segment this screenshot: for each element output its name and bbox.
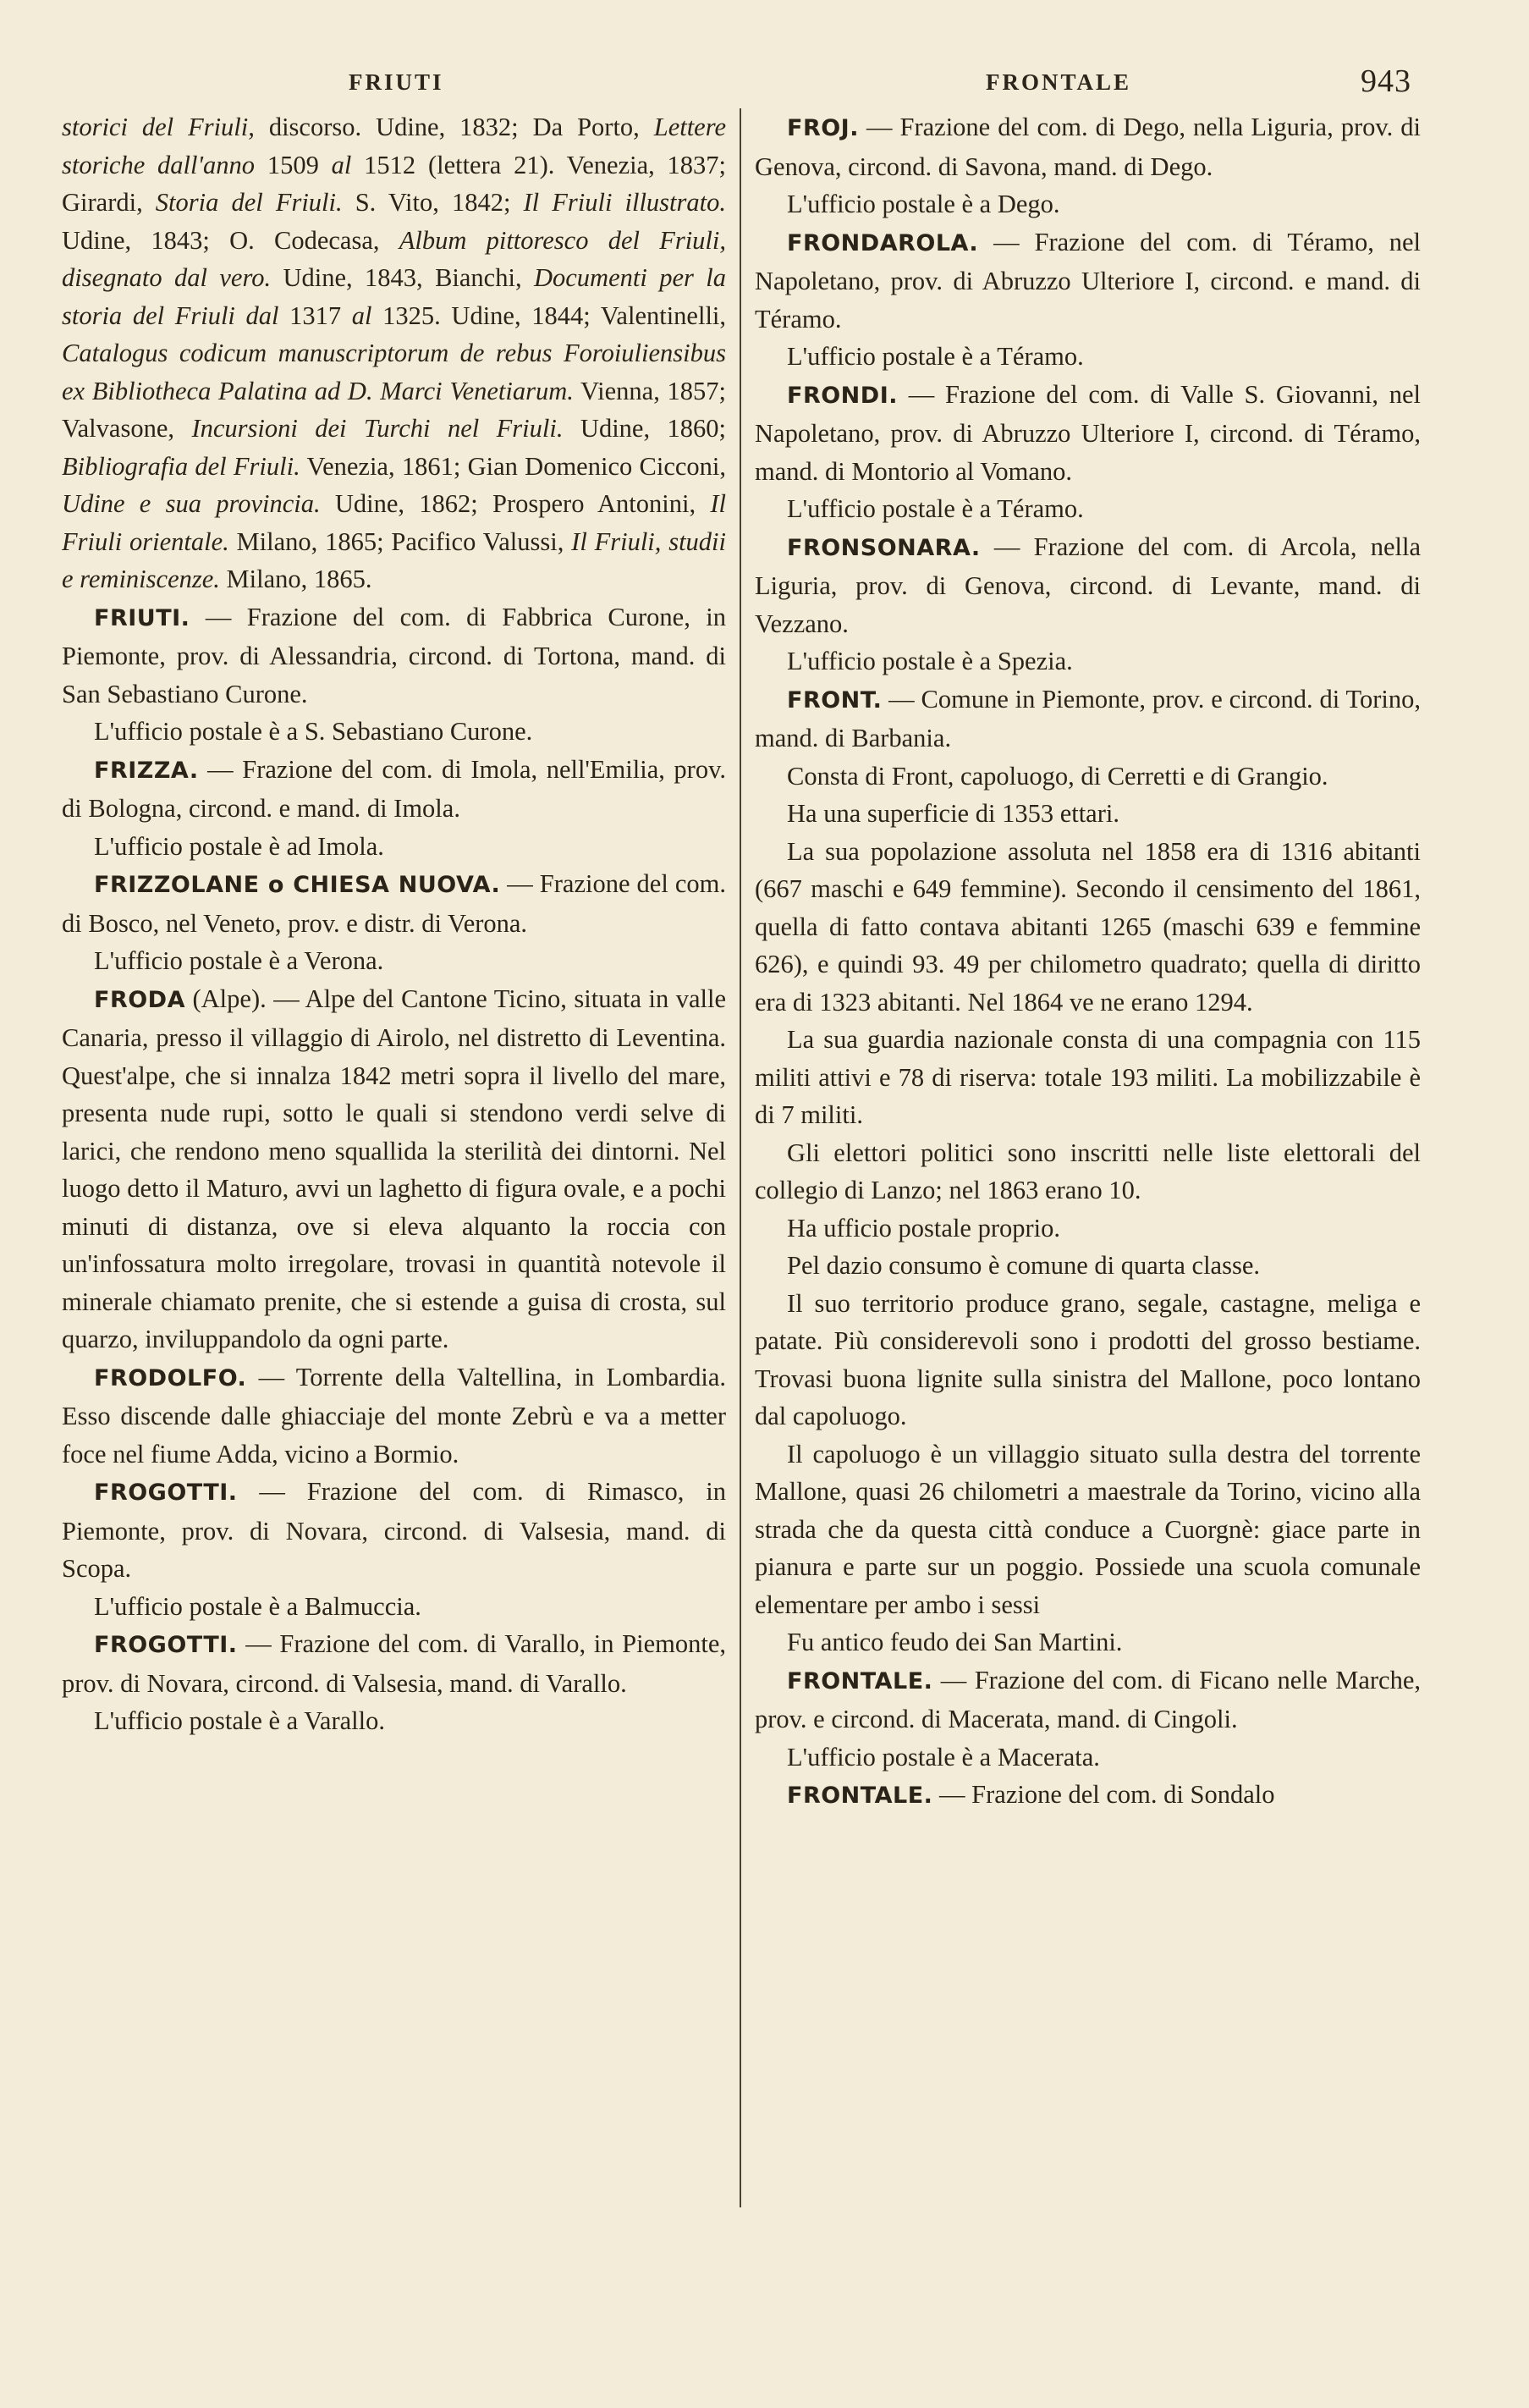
entry-frodolfo [62,1358,726,1474]
entry-frogotti-2-post: L'ufficio postale è a Varallo. [94,1706,385,1735]
entry-text: — Frazione del com. di Varallo, in Piemonte, prov. di Novara, circond. di Valsesia, mand. di Varallo. [62,1629,726,1698]
entry-frogotti-2 [62,1625,726,1702]
entry-text: — Frazione del com. di Imola, nell'Emilia, prov. di Bologna, circond. e mand. di Imola. [62,754,726,823]
entry-froj [755,108,1421,185]
entry-headword: FRODA [94,986,185,1013]
entry-headword: FROGOTTI. [94,1632,238,1658]
text: 1317 [278,300,352,330]
text: Milano, 1865. [219,565,372,593]
entry-friuti [62,598,726,714]
italic-text: al [331,150,352,179]
italic-text: al [351,300,372,330]
italic-text: Il Friuli, studii e reminiscenze. [62,526,727,593]
italic-text: Il Friuli illustrato. [523,188,726,217]
entry-frontale-1 [755,1661,1421,1738]
front-paragraph: Consta di Front, capoluogo, di Cerretti e di Grangio. [787,761,1328,791]
text: Venezia, 1861; Gian Domenico Cicconi, [300,451,726,481]
entry-text: — Frazione del com. di Ficano nelle Marche, prov. e circond. di Macerata, mand. di Cingoli. [755,1665,1421,1733]
entry-frondarola [755,223,1421,339]
entry-text: — Frazione del com. di Fabbrica Curone, in Piemonte, prov. di Alessandria, circond. di Tortona, mand. di San Sebastiano Curone. [62,602,726,708]
front-paragraph: La sua guardia nazionale consta di una compagnia con 115 militi attivi e 78 di riserva: totale 193 militi. La mobilizzabile è di 7 militi. [755,1025,1421,1129]
text: Udine, 1860; [563,414,727,443]
entry-frontale-2 [755,1776,1421,1816]
entry-frogotti-1 [62,1473,726,1588]
front-paragraph: Il capoluogo è un villaggio situato sulla destra del torrente Mallone, quasi 26 chilometri a maestrale da Torino, vicino alla strada che da questa città conduce a Cuorgnè: giace parte in pianura e parte sur un poggio. Possiede una scuola comunale elementare per ambo i sessi [755,1439,1421,1619]
entry-frizzolane-post: L'ufficio postale è a Verona. [94,946,384,975]
entry-text: — Frazione del com. di Sondalo [932,1780,1275,1809]
entry-headword: FROJ. [787,115,859,141]
italic-text: Il Friuli orientale. [62,489,726,556]
entry-frondi [755,376,1421,491]
italic-text: storici del Friuli, [62,113,255,141]
left-column [62,108,726,1740]
entry-text: — Frazione del com. di Dego, nella Liguria, prov. di Genova, circond. di Savona, mand. di Dego. [755,113,1421,181]
entry-text: — Frazione del com. di Rimasco, in Piemonte, prov. di Novara, circond. di Valsesia, mand. di Scopa. [62,1477,726,1583]
entry-headword: FRONDAROLA. [787,229,979,256]
running-head-left: FRIUTI [349,69,444,95]
italic-text: Catalogus codicum manuscriptorum de rebus Foroiuliensibus ex Bibliotheca Palatina ad D. Marci Venetiarum. [62,339,726,405]
italic-text: Udine e sua provincia. [62,489,321,518]
entry-text: — Frazione del com. di Valle S. Giovanni, nel Napoletano, prov. di Abruzzo Ulteriore I, circond. di Téramo, mand. di Montorio al Vomano. [755,379,1421,486]
front-paragraph: Ha ufficio postale proprio. [787,1213,1060,1243]
front-paragraph: La sua popolazione assoluta nel 1858 era di 1316 abitanti (667 maschi e 649 femmine). Secondo il censimento del 1861, quella di fatto contava abitanti 1265 (maschi 639 e femmine 626), e quindi 93. 49 per chilometro quadrato; quella di diritto era di 1323 abitanti. Nel 1864 ve ne erano 1294. [755,836,1421,1017]
entry-fronsonara [755,528,1421,643]
entry-headword: FRONTALE. [787,1667,933,1694]
text: 1509 [255,150,332,179]
italic-text: Album pittoresco del Friuli, disegnato dal vero. [62,225,726,292]
text: 1325. Udine, 1844; Valentinelli, [371,300,727,330]
entry-text: — Frazione del com. di Arcola, nella Liguria, prov. di Genova, circond. di Levante, mand. di Vezzano. [755,532,1421,638]
italic-text: Documenti per la storia del Friuli dal [62,263,726,330]
front-paragraph: Ha una superficie di 1353 ettari. [787,799,1119,828]
entry-friuti-post: L'ufficio postale è a S. Sebastiano Curone. [94,717,533,746]
italic-text: Bibliografia del Friuli. [62,451,300,481]
entry-frizzolane [62,865,726,942]
front-paragraph: Gli elettori politici sono inscritti nelle liste elettorali del collegio di Lanzo; nel 1863 erano 10. [755,1138,1421,1204]
text: discorso. Udine, 1832; Da Porto, [254,113,654,141]
front-paragraph: Fu antico feudo dei San Martini. [787,1628,1123,1656]
entry-headword: FRODOLFO. [94,1364,247,1391]
text: Udine, 1862; Prospero Antonini, [320,489,711,518]
entry-headword: FRONT. [787,686,883,714]
entry-headword: FRONDI. [787,382,898,409]
entry-text: — Frazione del com. di Bosco, nel Veneto, prov. e distr. di Verona. [62,869,726,938]
entry-frondi-post: L'ufficio postale è a Téramo. [787,494,1084,523]
entry-text: — Comune in Piemonte, prov. e circond. di Torino, mand. di Barbania. [755,684,1421,752]
entry-frizza-post: L'ufficio postale è ad Imola. [94,831,384,861]
entry-froj-post: L'ufficio postale è a Dego. [787,190,1060,218]
entry-headword: FRONTALE. [787,1783,933,1809]
italic-text: Incursioni dei Turchi nel Friuli. [191,414,564,443]
entry-frizza [62,751,726,828]
right-column [755,108,1421,1816]
front-paragraph: Pel dazio consumo è comune di quarta classe. [787,1251,1260,1280]
text: 1512 (lettera 21). Venezia, 1837; Girardi, [62,150,727,217]
entry-frondarola-post: L'ufficio postale è a Téramo. [787,342,1084,371]
entry-headword: FRIZZOLANE o CHIESA NUOVA. [94,872,501,898]
entry-text: (Alpe). — Alpe del Cantone Ticino, situata in valle Canaria, presso il villaggio di Airolo, nel distretto di Leventina. Quest'alpe, che si innalza 1842 metri sopra il livello del mare, presenta nude rupi, sotto le quali si stendono verdi selve di larici, che rendono meno squallida la sterilità dei dintorni. Nel luogo detto il Maturo, avvi un laghetto di figura ovale, e a pochi minuti di distanza, ove si eleva alquanto la roccia con un'infossatura molto irregolare, trovasi in quantità notevole il minerale chiamato prenite, che si estende a guisa di crosta, sul quarzo, inviluppandolo da ogni parte. [62,984,726,1353]
entry-froda [62,980,726,1358]
text: Vienna, 1857; Valvasone, [62,376,726,443]
entry-headword: FRONSONARA. [787,534,981,561]
entry-frontale-1-post: L'ufficio postale è a Macerata. [787,1742,1100,1772]
bibliography-continuation [62,108,726,598]
entry-frogotti-1-post: L'ufficio postale è a Balmuccia. [94,1591,421,1621]
entry-text: — Torrente della Valtellina, in Lombardia. Esso discende dalle ghiacciaje del monte Zebrù e va a metter foce nel fiume Adda, vicino a Bormio. [62,1362,726,1468]
entry-text: — Frazione del com. di Téramo, nel Napoletano, prov. di Abruzzo Ulteriore I, circond. e mand. di Téramo. [755,227,1421,333]
column-divider [740,108,741,2207]
running-head-right: FRONTALE [986,69,1132,95]
text: Udine, 1843, Bianchi, [271,263,534,292]
italic-text: Lettere storiche dall'anno [62,113,726,179]
entry-fronsonara-post: L'ufficio postale è a Spezia. [787,647,1073,675]
text: Milano, 1865; Pacifico Valussi, [228,526,572,556]
entry-headword: FRIZZA. [94,757,199,784]
page-number: 943 [1361,63,1411,99]
text: S. Vito, 1842; [342,188,524,217]
entry-front [755,681,1421,758]
italic-text: Storia del Friuli. [155,188,343,217]
entry-headword: FROGOTTI. [94,1480,238,1506]
entry-headword: FRIUTI. [94,604,190,631]
text: Udine, 1843; O. Codecasa, [62,225,399,255]
front-paragraph: Il suo territorio produce grano, segale, castagne, meliga e patate. Più considerevoli sono i prodotti del grosso bestiame. Trovasi buona lignite sulla sinistra del Mallone, poco lontano dal capoluogo. [755,1288,1421,1430]
